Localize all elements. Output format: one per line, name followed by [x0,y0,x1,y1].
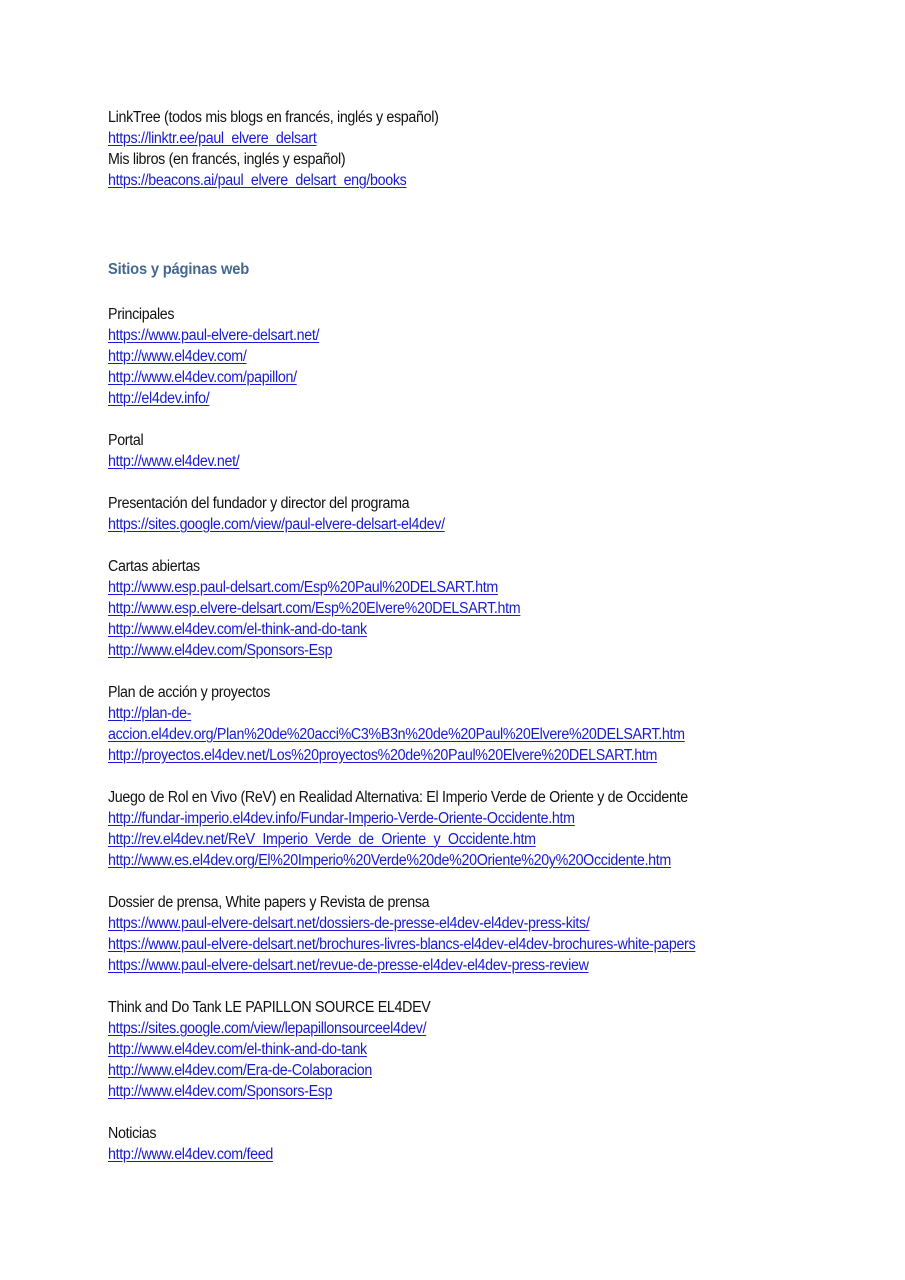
section-portal [108,430,868,472]
link[interactable]: http://www.es.el4dev.org/El%20Imperio%20Verde%20de%20Oriente%20y%20Occidente.htm [108,852,671,869]
link[interactable]: http://www.esp.paul-delsart.com/Esp%20Paul%20DELSART.htm [108,579,498,596]
link[interactable]: http://www.el4dev.com/el-think-and-do-tank [108,1041,367,1058]
link[interactable]: https://www.paul-elvere-delsart.net/revue-de-presse-el4dev-el4dev-press-review [108,957,589,974]
link[interactable]: http://www.esp.elvere-delsart.com/Esp%20Elvere%20DELSART.htm [108,600,521,617]
section-title: Presentación del fundador y director del programa [108,495,410,512]
link[interactable]: https://www.paul-elvere-delsart.net/ [108,327,320,344]
spacer [108,1102,868,1123]
link[interactable]: https://sites.google.com/view/paul-elvere-delsart-el4dev/ [108,516,445,533]
spacer [108,472,868,493]
spacer [108,871,868,892]
section-title: Dossier de prensa, White papers y Revista de prensa [108,894,430,911]
spacer [108,191,868,233]
spacer [108,233,868,259]
section-title: Cartas abiertas [108,558,200,575]
link[interactable]: http://www.el4dev.com/Sponsors-Esp [108,1083,333,1100]
section-title: Principales [108,306,175,323]
books-link[interactable]: https://beacons.ai/paul_elvere_delsart_eng/books [108,172,407,189]
link[interactable]: http://www.el4dev.com/Sponsors-Esp [108,642,333,659]
linktree-label: LinkTree (todos mis blogs en francés, inglés y español) [108,109,439,126]
spacer [108,976,868,997]
section-cartas-abiertas [108,556,868,661]
link[interactable]: http://www.el4dev.com/papillon/ [108,369,297,386]
section-title: Noticias [108,1125,157,1142]
section-title: Plan de acción y proyectos [108,684,271,701]
section-presentacion [108,493,868,535]
section-think-and-do-tank [108,997,868,1102]
spacer [108,280,868,304]
link[interactable]: https://www.paul-elvere-delsart.net/dossiers-de-presse-el4dev-el4dev-press-kits/ [108,915,590,932]
link[interactable]: http://www.el4dev.com/el-think-and-do-tank [108,621,367,638]
section-title: Portal [108,432,144,449]
spacer [108,535,868,556]
spacer [108,661,868,682]
link[interactable]: http://rev.el4dev.net/ReV_Imperio_Verde_de_Oriente_y_Occidente.htm [108,831,536,848]
link[interactable]: http://fundar-imperio.el4dev.info/Fundar-Imperio-Verde-Oriente-Occidente.htm [108,810,575,827]
section-dossier-de-prensa [108,892,868,976]
link[interactable]: https://www.paul-elvere-delsart.net/brochures-livres-blancs-el4dev-el4dev-brochures-white-papers [108,936,696,953]
link[interactable]: http://el4dev.info/ [108,390,210,407]
link[interactable]: http://www.el4dev.com/feed [108,1146,273,1163]
section-principales [108,304,868,409]
link[interactable]: https://sites.google.com/view/lepapillonsourceel4dev/ [108,1020,427,1037]
link[interactable]: http://plan-de- [108,705,192,722]
section-noticias [108,1123,868,1165]
link[interactable]: http://www.el4dev.com/Era-de-Colaboracion [108,1062,372,1079]
section-juego-de-rol [108,787,868,871]
document-page [108,107,868,1165]
section-plan-de-accion [108,682,868,766]
section-heading: Sitios y páginas web [108,261,250,278]
section-title: Think and Do Tank LE PAPILLON SOURCE EL4DEV [108,999,431,1016]
spacer [108,766,868,787]
spacer [108,409,868,430]
books-label: Mis libros (en francés, inglés y español) [108,151,346,168]
intro-block [108,107,868,191]
link[interactable]: http://www.el4dev.net/ [108,453,240,470]
linktree-link[interactable]: https://linktr.ee/paul_elvere_delsart [108,130,317,147]
link[interactable]: http://proyectos.el4dev.net/Los%20proyectos%20de%20Paul%20Elvere%20DELSART.htm [108,747,658,764]
link[interactable]: http://www.el4dev.com/ [108,348,247,365]
section-title: Juego de Rol en Vivo (ReV) en Realidad Alternativa: El Imperio Verde de Oriente y de Occidente [108,789,688,806]
link[interactable]: accion.el4dev.org/Plan%20de%20acci%C3%B3n%20de%20Paul%20Elvere%20DELSART.htm [108,726,685,743]
